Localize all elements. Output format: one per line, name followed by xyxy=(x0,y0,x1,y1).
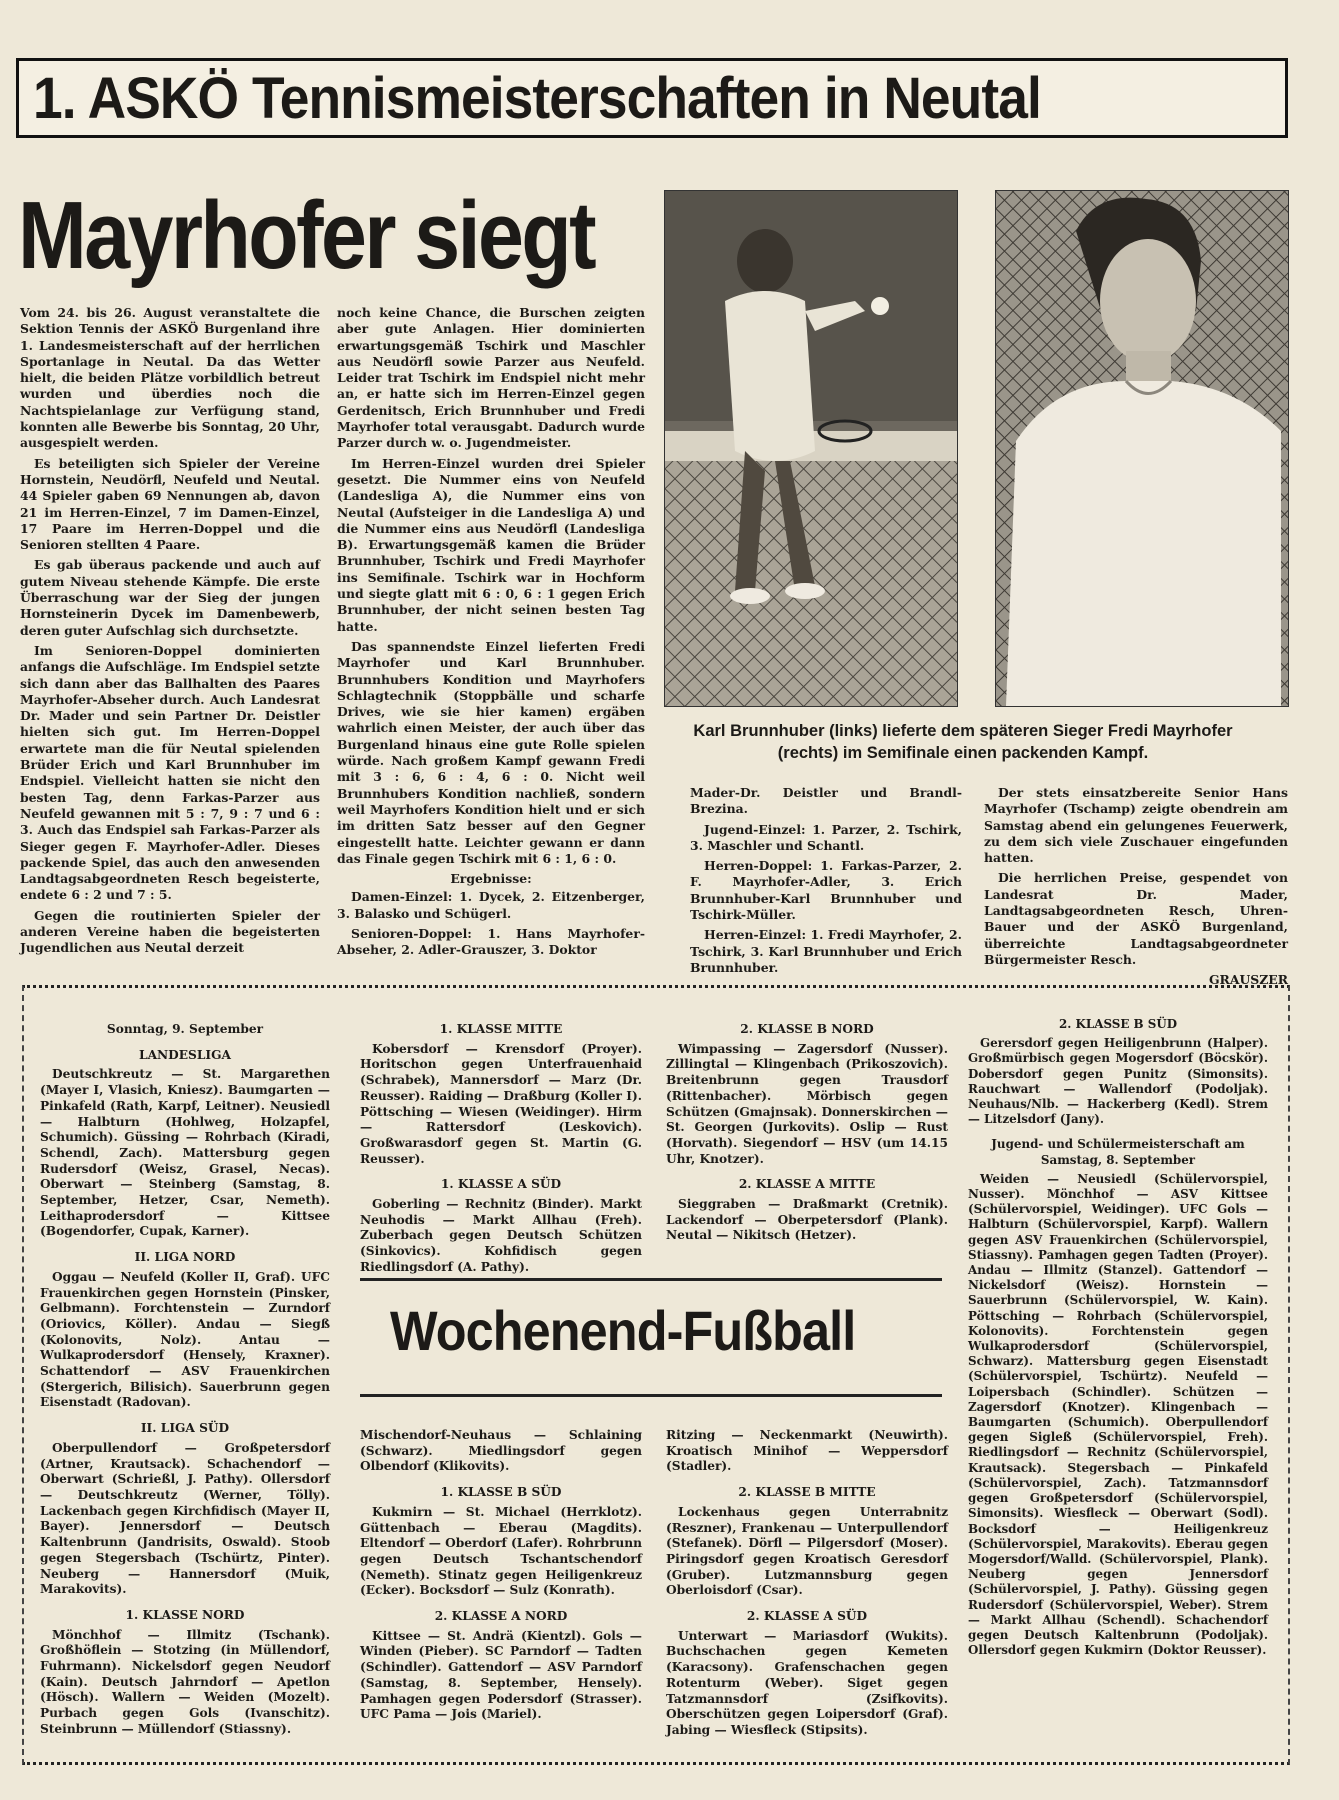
league-heading: 1. KLASSE A SÜD xyxy=(440,1177,562,1192)
photo-karl-brunnhuber-image xyxy=(665,191,957,706)
article-paragraph: Im Herren-Einzel wurden drei Spieler gesetzt. Die Nummer eins von Neufeld (Landesliga A), die Nummer eins von Neutal (Aufsteiger in die Landesliga A) und die Nummer eins aus Neudörfl (Landesliga B). Erwartungsgemäß kamen die Brüder Brunnhuber, Tschirk und Fredi Mayrhofer ins Semifinale. Tschirk war in Hochform und siegte glatt mit 6 : 0, 6 : 1 gegen Erich Brunnhuber, der nicht seinen besten Tag hatte. xyxy=(337,455,645,634)
fixture-list: Sieggraben — Draßmarkt (Cretnik). Lackendorf — Oberpetersdorf (Plank). Neutal — Nikitsch (Hetzer). xyxy=(666,1197,948,1243)
results-paragraph: Herren-Einzel: 1. Fredi Mayrhofer, 2. Tschirk, 3. Karl Brunnhuber und Erich Brunnhuber. xyxy=(690,927,962,975)
football-column-1 xyxy=(40,1022,330,1740)
article-paragraph: Vom 24. bis 26. August veranstaltete die Sektion Tennis der ASKÖ Burgenland ihre 1. Landesmeisterschaft auf der herrlichen Sportanlage in Neutal. Da das Wetter hielt, die beiden Plätze vorbildlich betreut wurden und überdies noch die Nachtspielanlage zur Verfügung stand, konnten alle Bewerbe bis Sonntag, 20 Uhr, ausgespielt werden. xyxy=(20,305,320,451)
photo-fredi-mayrhofer-image xyxy=(996,191,1288,706)
league-heading: 2. KLASSE B SÜD xyxy=(1058,1017,1178,1031)
results-heading: Ergebnisse: xyxy=(450,871,532,887)
fixture-list: Oggau — Neufeld (Koller II, Graf). UFC Frauenkirchen gegen Hornstein (Pinsker, Gelbmann). Forchtenstein — Zurndorf (Oriovics, Köller). Andau — Siegß (Kolonovits, Nolz). Antau — Wulkaprodersdorf (Hensely, Kraxner). Schattendorf — ASV Frauenkirchen (Stergerich, Bilisich). Sauerbrunn gegen Eisenstadt (Radovan). xyxy=(40,1269,330,1410)
league-heading: Jugend- und Schülermeisterschaft am Samstag, 8. September xyxy=(991,1137,1245,1167)
header-title: 1. ASKÖ Tennismeisterschaften in Neutal xyxy=(33,65,1041,131)
photo-caption: Karl Brunnhuber (links) lieferte dem späteren Sieger Fredi Mayrhofer (rechts) im Semifinale einen packenden Kampf. xyxy=(693,722,1233,762)
football-date: Sonntag, 9. September xyxy=(106,1022,264,1036)
fixture-list: Goberling — Rechnitz (Binder). Markt Neuhodis — Markt Allhau (Freh). Zuberbach gegen Deutsch Schützen (Sinkovics). Kohfidisch gegen Riedlingsdorf (A. Pathy). xyxy=(360,1197,642,1274)
article-column-1 xyxy=(20,305,320,961)
fixture-list: Deutschkreutz — St. Margarethen (Mayer I, Vlasich, Kniesz). Baumgarten — Pinkafeld (Rath, Karpf, Leitner). Neusiedl — Halbturn (Hohlweg, Holzapfel, Schumich). Güssing — Rohrbach (Kiradi, Schendl, Zach). Mattersburg gegen Rudersdorf (Weisz, Grasel, Necas). Oberwart — Steinberg (Samstag, 8. September, Hetzer, Csar, Nemeth). Leithaprodersdorf — Kittsee (Bogendorfer, Cupak, Karner). xyxy=(40,1067,330,1239)
article-paragraph: noch keine Chance, die Burschen zeigten aber gute Anlagen. Hier dominierten erwartungsgemäß Tschirk und Maschler aus Neudörfl sowie Parzer aus Neufeld. Leider trat Tschirk im Endspiel nicht mehr an, er hatte sich im Herren-Einzel gegen Gerdenitsch, Erich Brunnhuber und Fredi Mayrhofer total verausgabt. Dadurch wurde Parzer durch w. o. Jugendmeister. xyxy=(337,305,645,451)
fixture-list: Unterwart — Mariasdorf (Wukits). Buchschachen gegen Kemeten (Karacsony). Grafenschachen gegen Rotenturm (Weber). Siget gegen Tatzmannsdorf (Zsifkovits). Oberschützen gegen Loipersdorf (Graf). Jabing — Wiesfleck (Stipsits). xyxy=(666,1628,948,1737)
article-paragraph: Im Senioren-Doppel dominierten anfangs die Aufschläge. Im Endspiel setzte sich dann aber das Ballhalten des Paares Mayrhofer-Abseher durch. Auch Landesrat Dr. Mader und sein Partner Dr. Deistler hielten sich gut. Im Herren-Doppel erwartete man die für Neutal spielenden Brüder Erich und Karl Brunnhuber im Endspiel. Vielleicht hatten sie nicht den besten Tag, denn Farkas-Parzer aus Neufeld gewannen mit 5 : 7, 9 : 7 und 6 : 3. Auch das Endspiel sah Farkas-Parzer als Sieger gegen F. Mayrhofer-Adler. Dieses packende Spiel, das auch den anwesenden Landtagsabgeordneten Resch begeisterte, endete 6 : 2 und 7 : 5. xyxy=(20,642,320,903)
fixture-list: Lockenhaus gegen Unterrabnitz (Reszner), Frankenau — Unterpullendorf (Stefanek). Dörfl — Pilgersdorf (Moser). Piringsdorf gegen Kroatisch Geresdorf (Gruber). Lutzmannsburg gegen Oberloisdorf (Csar). xyxy=(666,1504,948,1598)
fixture-list: Kittsee — St. Andrä (Kientzl). Gols — Winden (Pieber). SC Parndorf — Tadten (Schindler). Gattendorf — ASV Parndorf (Samstag, 8. September, Hensely). Pamhagen gegen Podersdorf (Strasser). UFC Pama — Jois (Mariel). xyxy=(360,1628,642,1722)
league-heading: 2. KLASSE B NORD xyxy=(740,1022,874,1036)
fixture-list: Gerersdorf gegen Heiligenbrunn (Halper). Großmürbisch gegen Mogersdorf (Böcskör). Dobersdorf gegen Punitz (Simonsits). Rauchwart — Wallendorf (Podoljak). Neuhaus/Nlb. — Hackerberg (Kedl). Strem — Litzelsdorf (Jany). xyxy=(968,1036,1268,1127)
author-signature: GRAUSZER xyxy=(1208,972,1288,988)
results-paragraph: Damen-Einzel: 1. Dycek, 2. Eitzenberger, 3. Balasko und Schügerl. xyxy=(337,889,645,921)
title-rule-bottom xyxy=(360,1394,942,1397)
results-paragraph: Jugend-Einzel: 1. Parzer, 2. Tschirk, 3. Maschler und Schantl. xyxy=(690,821,962,853)
results-paragraph: Senioren-Doppel: 1. Hans Mayrhofer-Abseher, 2. Adler-Grauszer, 3. Doktor xyxy=(337,925,645,958)
football-column-3-lower xyxy=(666,1428,948,1741)
league-heading: 1. KLASSE B SÜD xyxy=(440,1485,562,1500)
football-column-4 xyxy=(968,1017,1268,1660)
title-rule-top xyxy=(360,1278,942,1281)
article-paragraph: Gegen die routinierten Spieler der anderen Vereine haben die begeisterten Jugendlichen aus Neutal derzeit xyxy=(20,907,320,956)
article-paragraph: Es beteiligten sich Spieler der Vereine Hornstein, Neudörfl, Neufeld und Neutal. 44 Spieler gaben 69 Nennungen ab, davon 21 im Herren-Einzel, 7 im Damen-Einzel, 17 Paare im Herren-Doppel und die Senioren stellten 4 Paare. xyxy=(20,455,320,553)
photo-karl-brunnhuber xyxy=(664,190,958,707)
photo-fredi-mayrhofer xyxy=(995,190,1289,707)
football-column-2-upper xyxy=(360,1022,642,1278)
fixture-list: Kobersdorf — Krensdorf (Proyer). Horitschon gegen Unterfrauenhaid (Schrabek), Mannersdorf — Marz (Dr. Reusser). Raiding — Draßburg (Koller I). Pöttsching — Wiesen (Weidinger). Hirm — Rattersdorf (Leskovich). Großwarasdorf gegen St. Martin (G. Reusser). xyxy=(360,1041,642,1166)
league-heading: 2. KLASSE A NORD xyxy=(434,1609,568,1624)
fixture-list: Mönchhof — Illmitz (Tschank). Großhöflein — Stotzing (in Müllendorf, Fuhrmann). Nickelsdorf gegen Neudorf (Kain). Deutsch Jahrndorf — Apetlon (Hösch). Wallern — Weiden (Mozelt). Purbach gegen Gols (Ivanschitz). Steinbrunn — Müllendorf (Stiassny). xyxy=(40,1627,330,1736)
fixture-list: Weiden — Neusiedl (Schülervorspiel, Nusser). Mönchhof — ASV Kittsee (Schülervorspiel, Weidinger). UFC Gols — Halbturn (Schülervorspiel, Karpf). Wallern gegen ASV Frauenkirchen (Schülervorspiel, Stiassny). Pamhagen gegen Tadten (Proyer). Andau — Illmitz (Stanzel). Gattendorf — Nickelsdorf (Weisz). Hornstein — Sauerbrunn (Schülervorspiel, W. Kain). Pöttsching — Rohrbach (Schülervorspiel, Kolonovits). Forchtenstein gegen Wulkaprodersdorf (Schülervorspiel, Schwarz). Mattersburg gegen Eisenstadt (Schülervorspiel, Tschürtz). Neufeld — Loipersbach (Schindler). Schützen — Zagersdorf (Knotzer). Klingenbach — Baumgarten (Schumich). Oberpullendorf gegen Sigleß (Schülervorspiel, Freh). Riedlingsdorf — Rechnitz (Schülervorspiel, Krautsack). Stegersbach — Pinkafeld (Schülervorspiel, Zach). Tatzmannsdorf gegen Großpetersdorf (Schülervorspiel, Simonsits). Wiesfleck — Oberwart (Sodl). Bocksdorf — Heiligenkreuz (Schülervorspiel, Marakovits). Eberau gegen Mogersdorf/Walld. (Schülervorspiel, Plank). Neuberg gegen Jennersdorf (Schülervorspiel, J. Pathy). Güssing gegen Rudersdorf (Schülervorspiel, Weber). Strem — Markt Allhau (Schendl). Schachendorf gegen Deutsch Kaltenbrunn (Podoljak). Ollersdorf gegen Kukmirn (Doktor Reusser). xyxy=(968,1171,1268,1658)
fixture-list: Wimpassing — Zagersdorf (Nusser). Zillingtal — Klingenbach (Prikoszovich). Breitenbrunn gegen Trausdorf (Rittenbacher). Mörbisch gegen Schützen (Gmajnsak). Donnerskirchen — St. Georgen (Jurkovits). Oslip — Rust (Horvath). Siegendorf — HSV (um 14.15 Uhr, Knotzer). xyxy=(666,1041,948,1166)
league-heading: II. LIGA NORD xyxy=(134,1250,236,1265)
article-paragraph: Es gab überaus packende und auch auf gutem Niveau stehende Kämpfe. Die erste Überraschung war der Sieg der jungen Hornsteinerin Dycek im Damenbewerb, deren guter Aufschlag sich durchsetzte. xyxy=(20,557,320,638)
article-paragraph: Der stets einsatzbereite Senior Hans Mayrhofer (Tschamp) zeigte obendrein am Samstag abend ein gelungenes Feuerwerk, zu dem sich viele Zuschauer eingefunden hatten. xyxy=(984,785,1288,866)
article-headline: Mayrhofer siegt xyxy=(18,182,595,289)
league-heading: 1. KLASSE MITTE xyxy=(439,1022,563,1036)
article-column-2 xyxy=(337,305,645,963)
league-heading: II. LIGA SÜD xyxy=(140,1421,230,1436)
fixture-list: Mischendorf-Neuhaus — Schlaining (Schwarz). Miedlingsdorf gegen Olbendorf (Klikovits). xyxy=(360,1428,642,1474)
article-column-3 xyxy=(690,785,962,980)
league-heading: LANDESLIGA xyxy=(139,1047,231,1062)
fixture-list: Kukmirn — St. Michael (Herrklotz). Güttenbach — Eberau (Magdits). Eltendorf — Oberdorf (Lafer). Rohrbrunn gegen Deutsch Tschantschendorf (Nemeth). Stinatz gegen Heiligenkreuz (Ecker). Bocksdorf — Sulz (Konrath). xyxy=(360,1504,642,1598)
league-heading: 2. KLASSE A SÜD xyxy=(746,1609,868,1624)
league-heading: 2. KLASSE B MITTE xyxy=(738,1485,876,1500)
results-paragraph: Mader-Dr. Deistler und Brandl-Brezina. xyxy=(690,785,962,817)
article-paragraph: Das spannendste Einzel lieferten Fredi Mayrhofer und Karl Brunnhuber. Brunnhubers Kondition und Mayrhofers Schlagtechnik (Stoppbälle und scharfe Drives, wie sie hier kamen) ergäben wahrlich einen Meister, der auch über das Burgenland hinaus eine gute Rolle spielen würde. Nach großem Kampf gewann Fredi mit 3 : 6, 6 : 4, 6 : 0. Nicht weil Brunnhubers Kondition nachließ, sondern weil Mayrhofers Kondition hielt und er sich im dritten Satz besser auf den Gegner eingestellt hatte. Leichter gewann er dann das Finale gegen Tschirk mit 6 : 1, 6 : 0. xyxy=(337,638,645,866)
fixture-list: Oberpullendorf — Großpetersdorf (Artner, Krautsack). Schachendorf — Oberwart (Schrießl, J. Pathy). Ollersdorf — Deutschkreutz (Werner, Tölly). Lackenbach gegen Kirchfidisch (Mayer II, Bayer). Jennersdorf — Deutsch Kaltenbrunn (Jandrisits, Oswald). Stoob gegen Stegersbach (Tschürtz, Pinter). Neuberg — Hannersdorf (Muik, Marakovits). xyxy=(40,1440,330,1597)
league-heading: 1. KLASSE NORD xyxy=(125,1607,245,1622)
football-column-3-upper xyxy=(666,1022,948,1246)
league-heading: 2. KLASSE A MITTE xyxy=(738,1177,876,1192)
article-column-4 xyxy=(984,785,1288,989)
football-column-2-lower xyxy=(360,1428,642,1725)
article-paragraph: Die herrlichen Preise, gespendet von Landesrat Dr. Mader, Landtagsabgeordneten Resch, Uhren-Bauer und der ASKÖ Burgenland, überreichte Landtagsabgeordneter Bürgermeister Resch. xyxy=(984,870,1288,967)
fixture-list: Ritzing — Neckenmarkt (Neuwirth). Kroatisch Minihof — Weppersdorf (Stadler). xyxy=(666,1428,948,1474)
football-title: Wochenend-Fußball xyxy=(390,1299,856,1362)
header-banner xyxy=(16,58,1288,138)
results-paragraph: Herren-Doppel: 1. Farkas-Parzer, 2. F. Mayrhofer-Adler, 3. Erich Brunnhuber-Karl Brunnhuber und Tschirk-Müller. xyxy=(690,858,962,923)
